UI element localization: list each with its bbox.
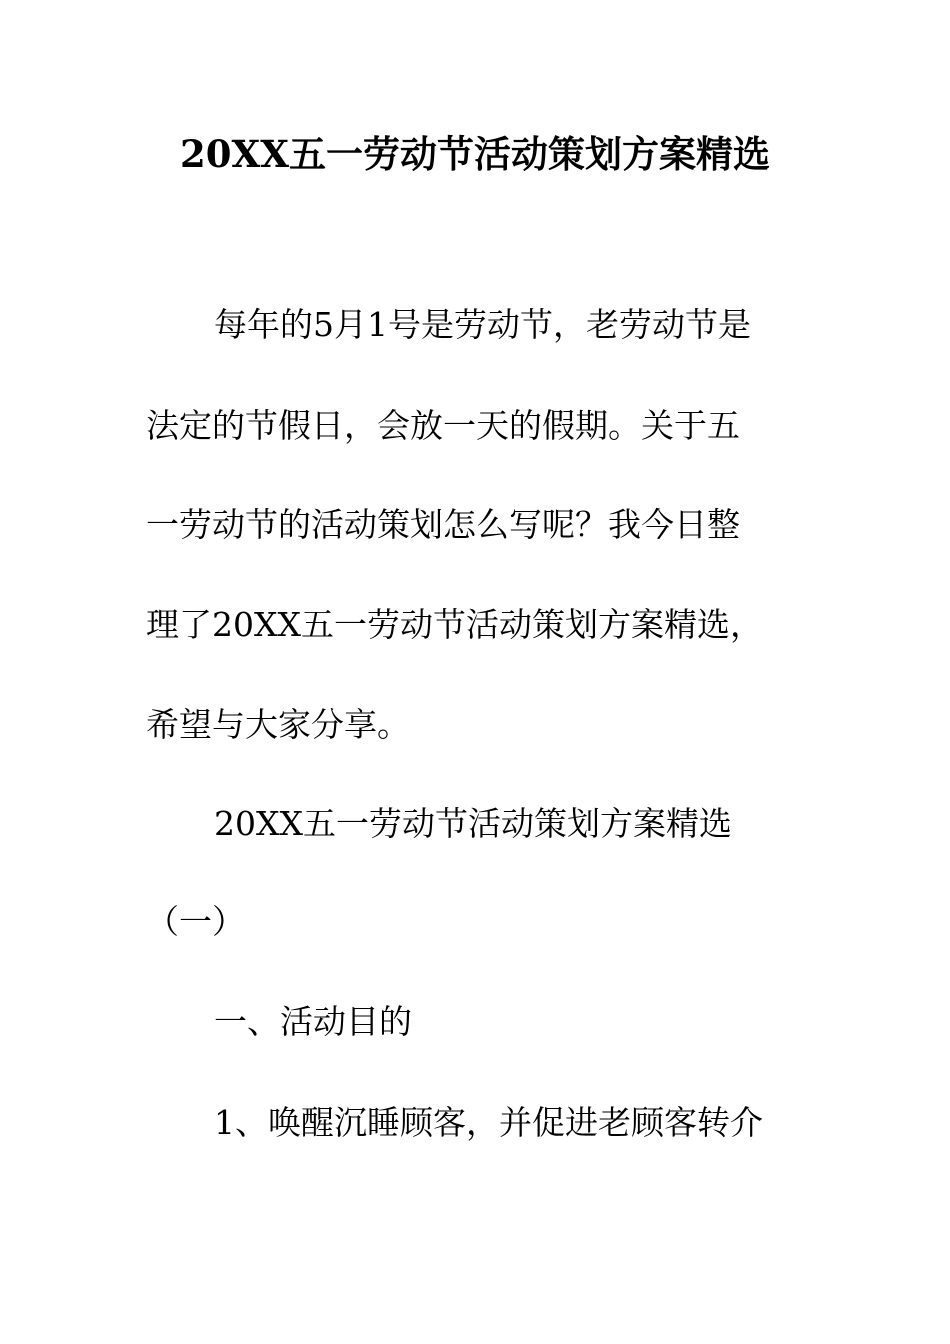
- subheading-activity-purpose: 一、活动目的: [214, 1002, 412, 1041]
- section-heading-line-2: （一）: [146, 902, 245, 941]
- intro-line-2: 法定的节假日，会放一天的假期。关于五: [146, 406, 740, 445]
- intro-line-5: 希望与大家分享。: [146, 705, 410, 744]
- document-title: 20XX五一劳动节活动策划方案精选: [180, 132, 770, 176]
- section-heading-line-1: 20XX五一劳动节活动策划方案精选: [214, 804, 732, 843]
- list-item-1: 1、唤醒沉睡顾客，并促进老顾客转介: [214, 1103, 763, 1142]
- intro-line-3: 一劳动节的活动策划怎么写呢？我今日整: [146, 505, 740, 544]
- intro-line-4: 理了20XX五一劳动节活动策划方案精选，: [146, 605, 763, 644]
- intro-line-1: 每年的5月1号是劳动节，老劳动节是: [214, 305, 751, 344]
